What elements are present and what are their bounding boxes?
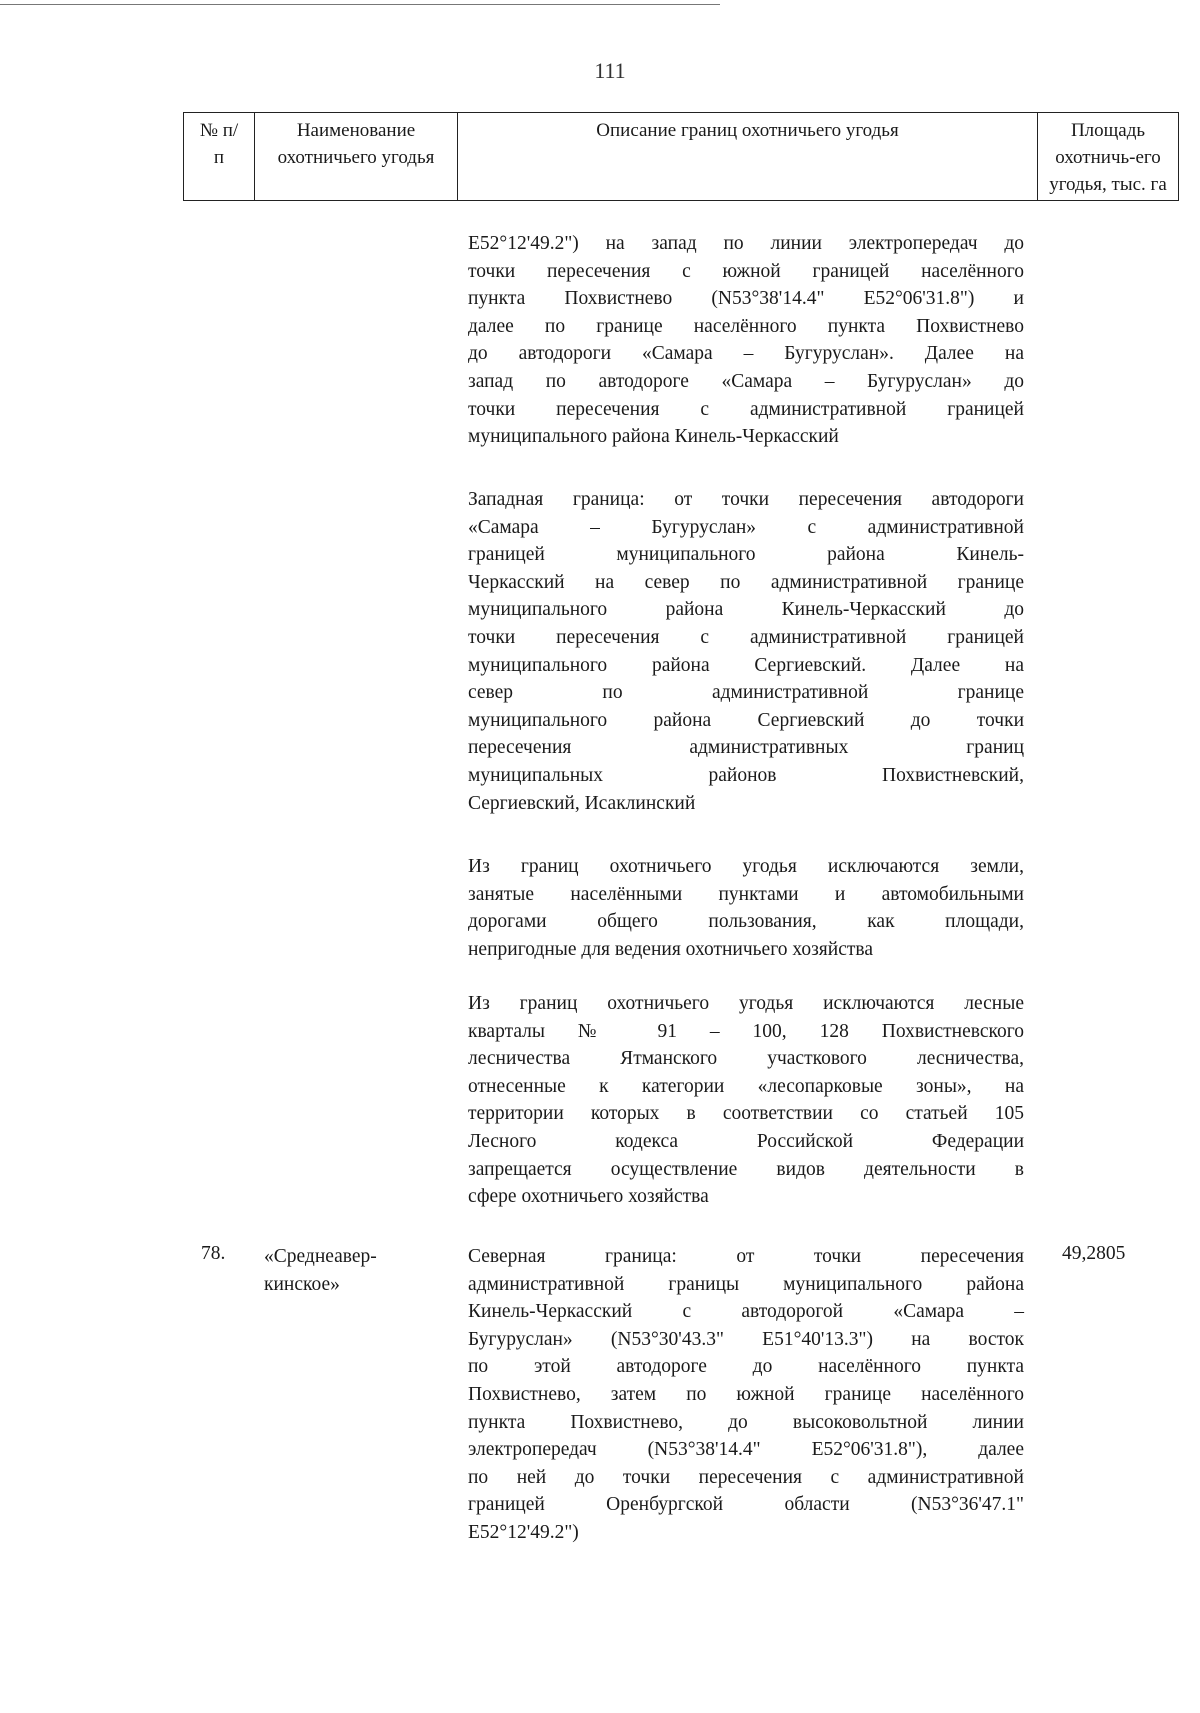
header-number-col bbox=[184, 113, 255, 201]
text-line: по ней до точки пересечения с административной bbox=[468, 1466, 1024, 1488]
header-name-label: Наименование охотничьего угодья bbox=[277, 120, 435, 168]
header-description-col bbox=[458, 113, 1038, 201]
text-line: запад по автодороге «Самара – Бугуруслан» до bbox=[468, 370, 1024, 392]
text-line: точки пересечения с административной границей bbox=[468, 398, 1024, 420]
text-line: Сергиевский, Исаклинский bbox=[468, 792, 696, 814]
text-line: муниципального района Сергиевский до точки bbox=[468, 709, 1024, 731]
header-number-label: № п/п bbox=[199, 120, 239, 168]
text-line: «Самара – Бугуруслан» с административной bbox=[468, 516, 1024, 538]
text-line: административной границы муниципального района bbox=[468, 1273, 1024, 1295]
text-line: точки пересечения с южной границей населённого bbox=[468, 260, 1024, 282]
exclusion-paragraph-2 bbox=[468, 990, 1024, 1211]
text-line: непригодные для ведения охотничьего хозяйства bbox=[468, 938, 873, 960]
header-name-col bbox=[255, 113, 458, 201]
text-line: по этой автодороге до населённого пункта bbox=[468, 1356, 1024, 1378]
scan-top-edge bbox=[0, 4, 720, 5]
text-line: Лесного кодекса Российской Федерации bbox=[468, 1130, 1024, 1152]
text-line: границей муниципального района Кинель- bbox=[468, 544, 1024, 566]
text-line: сфере охотничьего хозяйства bbox=[468, 1186, 709, 1208]
text-line: муниципального района Кинель-Черкасский до bbox=[468, 599, 1024, 621]
text-line: север по административной границе bbox=[468, 682, 1024, 704]
text-line: занятые населёнными пунктами и автомобильными bbox=[468, 883, 1024, 905]
row-78-description bbox=[468, 1243, 1024, 1547]
row-78-name: «Среднеавер-кинское» bbox=[264, 1246, 377, 1295]
text-line: Кинель-Черкасский с автодорогой «Самара – bbox=[468, 1301, 1024, 1323]
text-line: муниципального района Сергиевский. Далее на bbox=[468, 654, 1024, 676]
header-description-label: Описание границ охотничьего угодья bbox=[596, 120, 899, 141]
text-line: Бугуруслан» (N53°30'43.3" E51°40'13.3") на восток bbox=[468, 1328, 1024, 1350]
text-line: Северная граница: от точки пересечения bbox=[468, 1246, 1024, 1267]
exclusion-paragraph-1 bbox=[468, 853, 1024, 963]
text-line: муниципальных районов Похвистневский, bbox=[468, 764, 1024, 786]
text-line: муниципального района Кинель-Черкасский bbox=[468, 426, 839, 448]
row-78-area: 49,2805 bbox=[1062, 1243, 1126, 1264]
text-line: пересечения административных границ bbox=[468, 737, 1024, 759]
text-line: пункта Похвистнево (N53°38'14.4" E52°06'31.8") и bbox=[468, 288, 1024, 310]
western-boundary-paragraph bbox=[468, 486, 1024, 817]
text-line: E52°12'49.2") на запад по линии электропередач до bbox=[468, 233, 1024, 254]
row-78-number: 78. bbox=[201, 1243, 226, 1264]
text-line: лесничества Ятманского участкового лесничества, bbox=[468, 1048, 1024, 1070]
text-line: E52°12'49.2") bbox=[468, 1521, 579, 1543]
text-line: Из границ охотничьего угодья исключаются лесные bbox=[468, 993, 1024, 1014]
text-line: кварталы № 91 – 100, 128 Похвистневского bbox=[468, 1020, 1024, 1042]
text-line: дорогами общего пользования, как площади, bbox=[468, 911, 1024, 933]
text-line: территории которых в соответствии со статьей 105 bbox=[468, 1103, 1024, 1125]
text-line: запрещается осуществление видов деятельности в bbox=[468, 1158, 1024, 1180]
text-line: Западная граница: от точки пересечения автодороги bbox=[468, 489, 1024, 510]
text-line: отнесенные к категории «лесопарковые зоны», на bbox=[468, 1075, 1024, 1097]
text-line: до автодороги «Самара – Бугуруслан». Далее на bbox=[468, 343, 1024, 365]
table-header bbox=[183, 112, 1179, 201]
header-area-col bbox=[1038, 113, 1179, 201]
text-line: Из границ охотничьего угодья исключаются земли, bbox=[468, 856, 1024, 877]
text-line: далее по границе населённого пункта Похвистнево bbox=[468, 315, 1024, 337]
text-line: пункта Похвистнево, до высоковольтной линии bbox=[468, 1411, 1024, 1433]
continuation-paragraph bbox=[468, 230, 1024, 451]
text-line: электропередач (N53°38'14.4" E52°06'31.8"), далее bbox=[468, 1439, 1024, 1461]
text-line: границей Оренбургской области (N53°36'47.1" bbox=[468, 1494, 1024, 1516]
text-line: Похвистнево, затем по южной границе населённого bbox=[468, 1383, 1024, 1405]
text-line: точки пересечения с административной границей bbox=[468, 626, 1024, 648]
header-area-label: Площадь охотничь-его угодья, тыс. га bbox=[1049, 120, 1167, 195]
text-line: Черкасский на север по административной границе bbox=[468, 571, 1024, 593]
page-number: 111 bbox=[594, 58, 626, 83]
